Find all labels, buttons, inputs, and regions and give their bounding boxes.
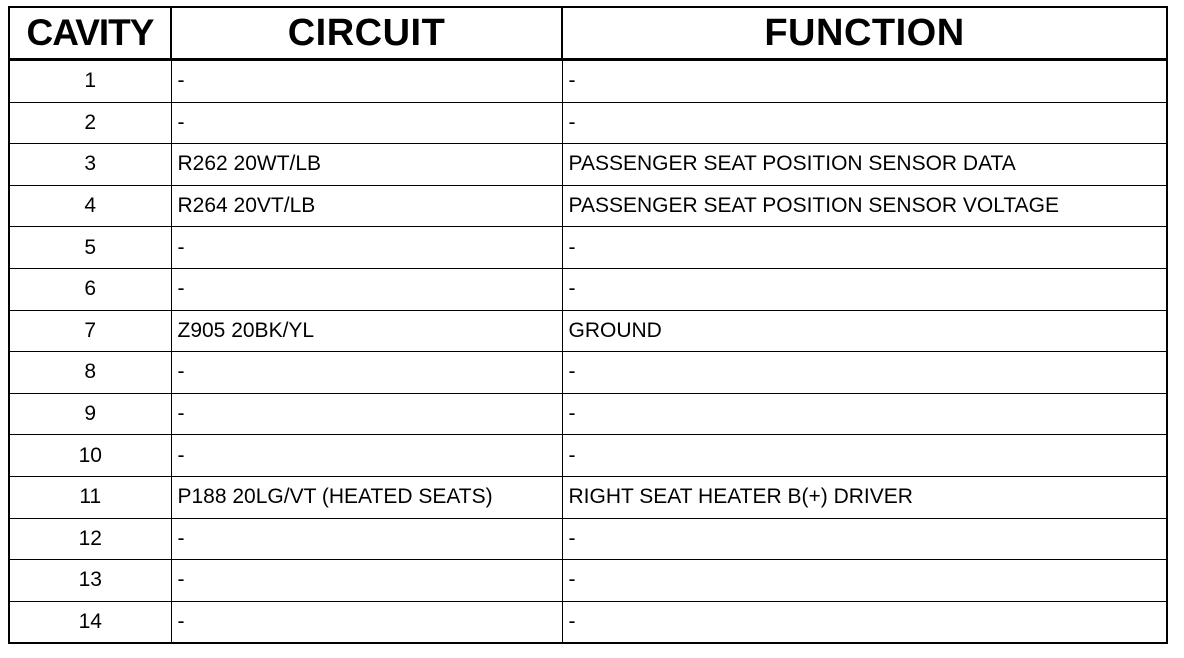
connector-pinout-document bbox=[8, 6, 1168, 644]
circuit-cell: - bbox=[171, 435, 562, 477]
function-cell: - bbox=[562, 268, 1167, 310]
cavity-cell: 5 bbox=[9, 227, 171, 269]
function-cell: - bbox=[562, 227, 1167, 269]
cavity-cell: 14 bbox=[9, 601, 171, 643]
table-row bbox=[9, 560, 1167, 602]
table-row bbox=[9, 310, 1167, 352]
circuit-cell: - bbox=[171, 601, 562, 643]
function-cell: GROUND bbox=[562, 310, 1167, 352]
function-cell: - bbox=[562, 518, 1167, 560]
function-cell: - bbox=[562, 60, 1167, 103]
cavity-cell: 10 bbox=[9, 435, 171, 477]
table-row bbox=[9, 144, 1167, 186]
cavity-cell: 1 bbox=[9, 60, 171, 103]
circuit-cell: - bbox=[171, 102, 562, 144]
cavity-cell: 4 bbox=[9, 185, 171, 227]
table-row bbox=[9, 352, 1167, 394]
connector-pinout-table bbox=[8, 6, 1168, 644]
table-row bbox=[9, 435, 1167, 477]
table-row bbox=[9, 227, 1167, 269]
circuit-cell: - bbox=[171, 393, 562, 435]
circuit-cell: - bbox=[171, 518, 562, 560]
table-row bbox=[9, 518, 1167, 560]
header-cavity: CAVITY bbox=[9, 7, 171, 60]
function-cell: - bbox=[562, 393, 1167, 435]
table-row bbox=[9, 102, 1167, 144]
table-row bbox=[9, 185, 1167, 227]
function-cell: - bbox=[562, 601, 1167, 643]
function-cell: PASSENGER SEAT POSITION SENSOR VOLTAGE bbox=[562, 185, 1167, 227]
circuit-cell: - bbox=[171, 268, 562, 310]
header-function: FUNCTION bbox=[562, 7, 1167, 60]
table-header-row bbox=[9, 7, 1167, 60]
cavity-cell: 9 bbox=[9, 393, 171, 435]
table-row bbox=[9, 393, 1167, 435]
table-row bbox=[9, 601, 1167, 643]
function-cell: - bbox=[562, 435, 1167, 477]
function-cell: - bbox=[562, 560, 1167, 602]
circuit-cell: R262 20WT/LB bbox=[171, 144, 562, 186]
cavity-cell: 6 bbox=[9, 268, 171, 310]
table-row bbox=[9, 268, 1167, 310]
function-cell: - bbox=[562, 352, 1167, 394]
table-row bbox=[9, 60, 1167, 103]
cavity-cell: 8 bbox=[9, 352, 171, 394]
function-cell: PASSENGER SEAT POSITION SENSOR DATA bbox=[562, 144, 1167, 186]
circuit-cell: - bbox=[171, 560, 562, 602]
function-cell: RIGHT SEAT HEATER B(+) DRIVER bbox=[562, 476, 1167, 518]
cavity-cell: 2 bbox=[9, 102, 171, 144]
circuit-cell: - bbox=[171, 60, 562, 103]
cavity-cell: 11 bbox=[9, 476, 171, 518]
circuit-cell: R264 20VT/LB bbox=[171, 185, 562, 227]
circuit-cell: - bbox=[171, 227, 562, 269]
cavity-cell: 12 bbox=[9, 518, 171, 560]
function-cell: - bbox=[562, 102, 1167, 144]
circuit-cell: - bbox=[171, 352, 562, 394]
circuit-cell: Z905 20BK/YL bbox=[171, 310, 562, 352]
cavity-cell: 13 bbox=[9, 560, 171, 602]
cavity-cell: 7 bbox=[9, 310, 171, 352]
table-row bbox=[9, 476, 1167, 518]
cavity-cell: 3 bbox=[9, 144, 171, 186]
circuit-cell: P188 20LG/VT (HEATED SEATS) bbox=[171, 476, 562, 518]
header-circuit: CIRCUIT bbox=[171, 7, 562, 60]
